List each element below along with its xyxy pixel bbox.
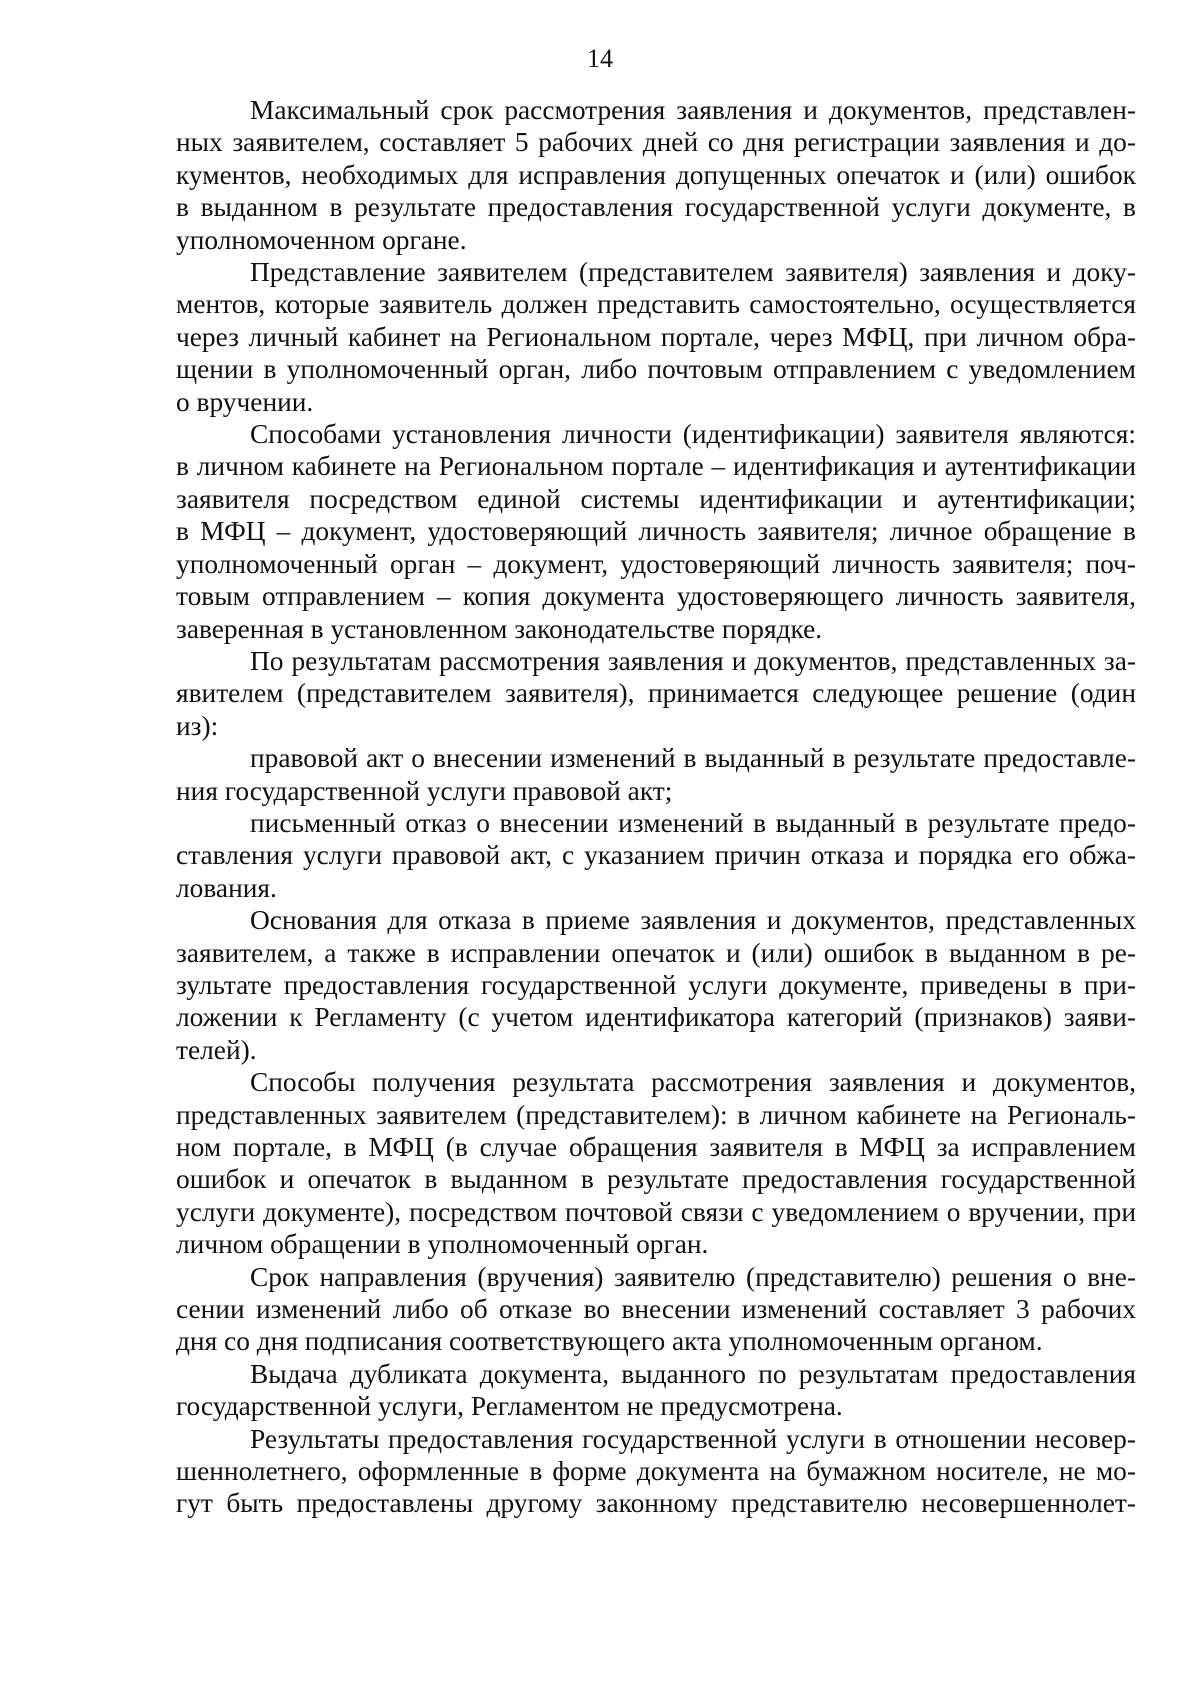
- text-line: государственной услуги, Регламентом не предусмотрена.: [176, 1391, 843, 1422]
- paragraph: [176, 807, 1136, 904]
- text-line: Основания для отказа в приеме заявления и документов, представленных: [250, 905, 1136, 936]
- text-line: телей).: [176, 1034, 257, 1065]
- text-line: лования.: [176, 872, 277, 903]
- text-line: правовой акт о внесении изменений в выданный в результате предоставле-: [250, 743, 1136, 774]
- text-line: в выданном в результате предоставления государственной услуги документе, в: [176, 192, 1136, 223]
- text-line: ном портале, в МФЦ (в случае обращения заявителя в МФЦ за исправлением: [176, 1132, 1136, 1162]
- paragraph: [176, 94, 1136, 256]
- page-number: 14: [587, 44, 613, 73]
- text-line: По результатам рассмотрения заявления и документов, представленных за-: [250, 645, 1136, 676]
- text-line: ментов, которые заявитель должен представить самостоятельно, осуществляется: [176, 289, 1136, 320]
- text-line: товым отправлением – копия документа удостоверяющего личность заявителя,: [176, 581, 1136, 612]
- text-line: в личном кабинете на Региональном портале – идентификация и аутентификации: [176, 451, 1136, 482]
- text-line: Срок направления (вручения) заявителю (представителю) решения о вне-: [250, 1261, 1136, 1292]
- text-line: из):: [176, 710, 219, 741]
- document-body: [176, 94, 1136, 1520]
- paragraph: [176, 256, 1136, 418]
- text-line: ложении к Регламенту (с учетом идентификатора категорий (признаков) заяви-: [176, 1002, 1136, 1033]
- paragraph: [176, 418, 1136, 645]
- text-line: заверенная в установленном законодательстве порядке.: [176, 613, 823, 644]
- text-line: ошибок и опечаток в выданном в результате предоставления государственной: [176, 1164, 1136, 1195]
- text-line: уполномоченном органе.: [176, 224, 467, 255]
- text-line: заявителя посредством единой системы идентификации и аутентификации;: [176, 483, 1136, 514]
- paragraph: [176, 1358, 1136, 1423]
- text-line: представленных заявителем (представителем): в личном кабинете на Региональ-: [176, 1099, 1136, 1130]
- paragraph: [176, 742, 1136, 807]
- text-line: услуги документе), посредством почтовой связи с уведомлением о вручении, при: [176, 1196, 1136, 1227]
- text-line: о вручении.: [176, 386, 314, 417]
- text-line: зультате предоставления государственной услуги документе, приведены в при-: [176, 969, 1136, 1000]
- text-line: явителем (представителем заявителя), принимается следующее решение (один: [176, 678, 1136, 709]
- text-line: Выдача дубликата документа, выданного по результатам предоставления: [250, 1358, 1136, 1389]
- text-line: Способами установления личности (идентификации) заявителя являются:: [250, 419, 1136, 450]
- text-line: уполномоченный орган – документ, удостоверяющий личность заявителя; поч-: [176, 548, 1136, 579]
- text-line: в МФЦ – документ, удостоверяющий личность заявителя; личное обращение в: [176, 516, 1136, 547]
- text-line: кументов, необходимых для исправления допущенных опечаток и (или) ошибок: [176, 159, 1136, 190]
- paragraph: [176, 1423, 1136, 1520]
- text-line: Представление заявителем (представителем заявителя) заявления и доку-: [250, 257, 1136, 288]
- text-line: сении изменений либо об отказе во внесении изменений составляет 3 рабочих: [176, 1294, 1136, 1325]
- text-line: Результаты предоставления государственной услуги в отношении несовер-: [250, 1423, 1136, 1454]
- text-line: ных заявителем, составляет 5 рабочих дней со дня регистрации заявления и до-: [176, 127, 1136, 158]
- text-line: ставления услуги правовой акт, с указанием причин отказа и порядка его обжа-: [176, 840, 1136, 871]
- paragraph: [176, 645, 1136, 742]
- text-line: заявителем, а также в исправлении опечаток и (или) ошибок в выданном в ре-: [176, 937, 1136, 968]
- text-line: щении в уполномоченный орган, либо почтовым отправлением с уведомлением: [176, 354, 1136, 385]
- paragraph: [176, 1261, 1136, 1358]
- text-line: через личный кабинет на Региональном портале, через МФЦ, при личном обра-: [176, 321, 1136, 352]
- paragraph: [176, 1066, 1136, 1260]
- text-line: ния государственной услуги правовой акт;: [176, 775, 673, 806]
- paragraph: [176, 904, 1136, 1066]
- text-line: Способы получения результата рассмотрения заявления и документов,: [250, 1067, 1136, 1098]
- text-line: гут быть предоставлены другому законному представителю несовершеннолет-: [176, 1488, 1136, 1519]
- text-line: шеннолетнего, оформленные в форме документа на бумажном носителе, не мо-: [176, 1456, 1136, 1487]
- text-line: Максимальный срок рассмотрения заявления и документов, представлен-: [250, 95, 1136, 125]
- text-line: письменный отказ о внесении изменений в выданный в результате предо-: [250, 807, 1136, 838]
- text-line: дня со дня подписания соответствующего акта уполномоченным органом.: [176, 1326, 1043, 1357]
- text-line: личном обращении в уполномоченный орган.: [176, 1229, 709, 1260]
